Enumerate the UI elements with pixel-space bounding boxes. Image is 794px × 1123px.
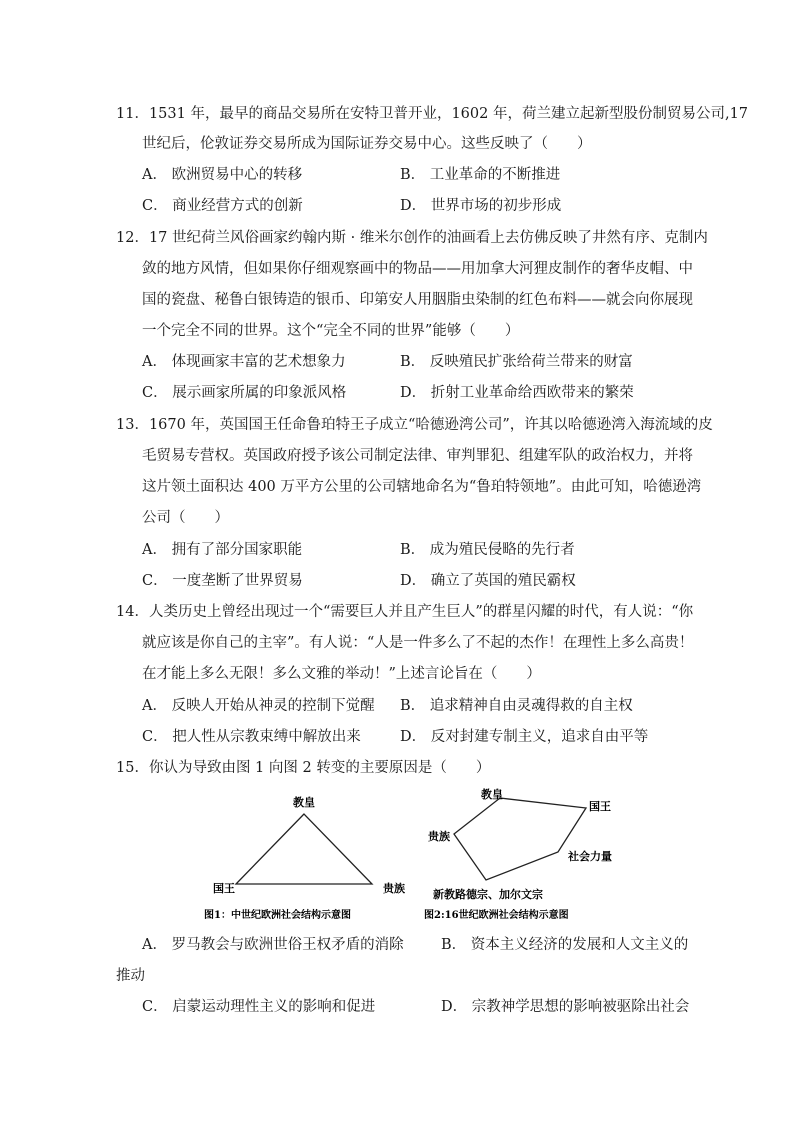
q15-stem-line1: 15．你认为导致由图 1 向图 2 转变的主要原因是（ ） bbox=[116, 760, 491, 776]
figure2-label-protestants: 新教路德宗、加尔文宗 bbox=[433, 888, 543, 901]
figure1-label-nobles: 贵族 bbox=[383, 882, 405, 895]
q11-stem-line2: 世纪后，伦敦证券交易所成为国际证券交易中心。这些反映了（ ） bbox=[142, 136, 592, 152]
q15-option-b[interactable]: B． 资本主义经济的发展和人文主义的 bbox=[441, 937, 689, 953]
q12-stem-line2: 敛的地方风情，但如果你仔细观察画中的物品——用加拿大河狸皮制作的奢华皮帽、中 bbox=[142, 261, 693, 277]
figure1-label-king: 国王 bbox=[213, 882, 235, 895]
q13-stem-line2: 毛贸易专营权。英国政府授予该公司制定法律、审判罪犯、组建军队的政治权力，并将 bbox=[142, 448, 693, 464]
figure1-label-pope: 教皇 bbox=[293, 796, 315, 809]
figure2-label-pope: 教皇 bbox=[481, 788, 503, 801]
q14-option-c[interactable]: C． 把人性从宗教束缚中解放出来 bbox=[142, 729, 361, 745]
q13-option-a[interactable]: A． 拥有了部分国家职能 bbox=[142, 542, 303, 558]
q11-stem-line1: 11．1531 年，最早的商品交易所在安特卫普开业，1602 年，荷兰建立起新型股份制贸易公司,17 bbox=[116, 106, 749, 122]
q13-stem-line1: 13．1670 年，英国国王任命鲁珀特王子成立“哈德逊湾公司”，许其以哈德逊湾入海流域的皮 bbox=[116, 417, 713, 433]
q15-figures bbox=[196, 788, 656, 928]
q13-option-b[interactable]: B． 成为殖民侵略的先行者 bbox=[400, 542, 575, 558]
q15-option-a[interactable]: A． 罗马教会与欧洲世俗王权矛盾的消除 bbox=[142, 937, 404, 953]
q13-option-c[interactable]: C． 一度垄断了世界贸易 bbox=[142, 573, 303, 589]
figure2-label-nobles: 贵族 bbox=[428, 830, 450, 843]
q13-stem-line3: 这片领土面积达 400 万平方公里的公司辖地命名为“鲁珀特领地”。由此可知，哈德逊湾 bbox=[142, 479, 702, 495]
q11-option-a[interactable]: A． 欧洲贸易中心的转移 bbox=[142, 167, 303, 183]
q15-option-d[interactable]: D． 宗教神学思想的影响被驱除出社会 bbox=[441, 999, 690, 1015]
q14-stem-line3: 在才能上多么无限！多么文雅的举动！”上述言论旨在（ ） bbox=[142, 666, 541, 682]
figure1-triangle-shape bbox=[236, 814, 372, 884]
q12-option-b[interactable]: B． 反映殖民扩张给荷兰带来的财富 bbox=[400, 354, 633, 370]
figure2-caption: 图2:16世纪欧洲社会结构示意图 bbox=[424, 910, 569, 921]
q14-option-b[interactable]: B． 追求精神自由灵魂得救的自主权 bbox=[400, 698, 633, 714]
q12-option-c[interactable]: C． 展示画家所属的印象派风格 bbox=[142, 385, 347, 401]
figure2-pentagon-shape bbox=[454, 798, 586, 880]
q12-stem-line3: 国的瓷盘、秘鲁白银铸造的银币、印第安人用胭脂虫染制的红色布料——就会向你展现 bbox=[142, 292, 693, 308]
figure2-label-king: 国王 bbox=[589, 800, 611, 813]
q14-stem-line2: 就应该是你自己的主宰”。有人说：“人是一件多么了不起的杰作！在理性上多么高贵！ bbox=[142, 635, 694, 651]
q12-option-d[interactable]: D． 折射工业革命给西欧带来的繁荣 bbox=[400, 385, 634, 401]
q11-option-c[interactable]: C． 商业经营方式的创新 bbox=[142, 198, 303, 214]
q12-stem-line4: 一个完全不同的世界。这个“完全不同的世界”能够（ ） bbox=[142, 323, 520, 339]
figure1-caption: 图1：中世纪欧洲社会结构示意图 bbox=[204, 910, 351, 921]
figure1-triangle bbox=[204, 795, 405, 921]
q12-option-a[interactable]: A． 体现画家丰富的艺术想象力 bbox=[142, 354, 346, 370]
social-structure-diagrams bbox=[196, 788, 656, 928]
figure2-pentagon bbox=[424, 788, 612, 921]
q13-stem-line4: 公司（ ） bbox=[142, 510, 229, 526]
q13-option-d[interactable]: D． 确立了英国的殖民霸权 bbox=[400, 573, 576, 589]
q15-option-b-continuation: 推动 bbox=[116, 968, 145, 984]
q14-option-a[interactable]: A． 反映人开始从神灵的控制下觉醒 bbox=[142, 698, 375, 714]
figure2-label-social-forces: 社会力量 bbox=[568, 850, 612, 863]
q12-stem-line1: 12．17 世纪荷兰风俗画家约翰内斯 · 维米尔创作的油画看上去仿佛反映了井然有序、克制内 bbox=[116, 230, 708, 246]
q15-option-c[interactable]: C． 启蒙运动理性主义的影响和促进 bbox=[142, 999, 376, 1015]
q11-option-b[interactable]: B． 工业革命的不断推进 bbox=[400, 167, 561, 183]
q14-stem-line1: 14．人类历史上曾经出现过一个“需要巨人并且产生巨人”的群星闪耀的时代，有人说：“你 bbox=[116, 604, 694, 620]
q14-option-d[interactable]: D． 反对封建专制主义，追求自由平等 bbox=[400, 729, 649, 745]
q11-option-d[interactable]: D． 世界市场的初步形成 bbox=[400, 198, 562, 214]
